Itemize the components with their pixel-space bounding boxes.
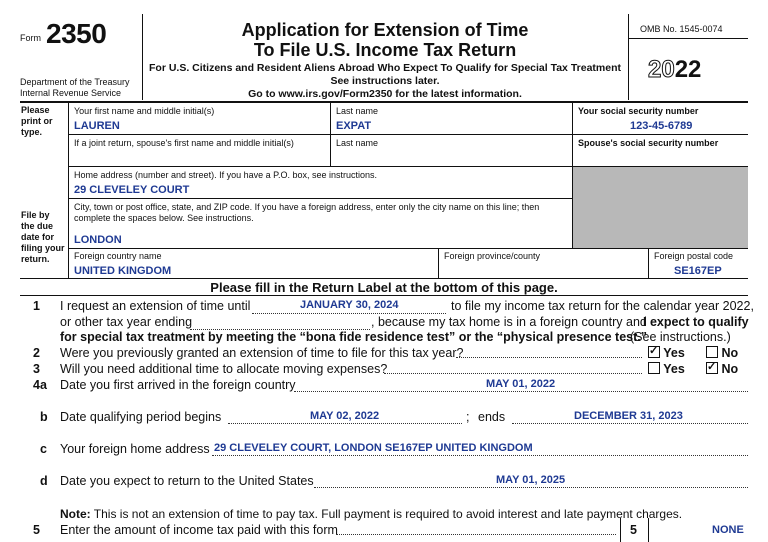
line3-leader xyxy=(384,373,642,374)
line3-no-checkbox[interactable] xyxy=(706,362,718,374)
city-label: City, town or post office, state, and ZIP code. If you have a foreign address, enter only the city name on this line; then complete the spaces below. See instructions. xyxy=(74,202,540,223)
line2-no-option[interactable] xyxy=(706,346,738,360)
line3-number: 3 xyxy=(33,362,40,376)
line2-yes-checkbox[interactable] xyxy=(648,346,660,358)
foreign-province-label: Foreign province/county xyxy=(444,251,541,261)
line4a-text: Date you first arrived in the foreign country xyxy=(60,378,296,392)
foreign-postal-label: Foreign postal code xyxy=(654,251,734,261)
line2-yes-label: Yes xyxy=(663,346,685,360)
last-name-field[interactable]: EXPAT xyxy=(336,120,372,132)
foreign-country-field[interactable]: UNITED KINGDOM xyxy=(74,265,172,277)
please-print-label: Please print or type. xyxy=(21,105,53,137)
form-label: Form xyxy=(20,33,41,43)
line1-text-c: or other tax year ending xyxy=(60,315,193,329)
row3-bottom-rule xyxy=(68,198,572,199)
spouse-name-label: If a joint return, spouse's first name and middle initial(s) xyxy=(74,138,294,148)
header-bottom-rule xyxy=(20,101,748,103)
line4b-begin-underline xyxy=(228,423,462,424)
line5-box-number: 5 xyxy=(630,523,637,537)
line2-leader xyxy=(456,357,642,358)
line3-yes-checkbox[interactable] xyxy=(648,362,660,374)
gray-shaded-box xyxy=(573,167,748,248)
line1-date-underline xyxy=(252,313,446,314)
city-field[interactable]: LONDON xyxy=(74,234,122,246)
line5-box-divider xyxy=(648,518,649,542)
line4b-end-date-field[interactable]: DECEMBER 31, 2023 xyxy=(574,410,683,422)
line3-no-option[interactable] xyxy=(706,362,738,376)
line1-text-b: to file my income tax return for the calendar year 2022, xyxy=(451,299,754,313)
first-name-field[interactable]: LAUREN xyxy=(74,120,120,132)
line4d-underline xyxy=(314,487,748,488)
return-label-notice: Please fill in the Return Label at the bottom of this page. xyxy=(210,280,558,295)
form-number: 2350 xyxy=(46,18,107,49)
line5-amount-field[interactable]: NONE xyxy=(712,524,744,536)
header-divider-right xyxy=(628,14,629,100)
home-address-label: Home address (number and street). If you have a P.O. box, see instructions. xyxy=(74,170,377,180)
dept-line1: Department of the Treasury xyxy=(20,77,130,87)
line5-number: 5 xyxy=(33,523,40,537)
form-title-line1: Application for Extension of Time xyxy=(241,20,529,40)
payment-note xyxy=(60,507,682,521)
last-name-label: Last name xyxy=(336,106,379,116)
line4a-underline xyxy=(294,391,748,392)
notice-bottom-rule xyxy=(20,295,748,296)
spouse-last-name-label: Last name xyxy=(336,138,379,148)
file-by-label: File by the due date for filing your return. xyxy=(21,210,65,264)
line3-yes-label: Yes xyxy=(663,362,685,376)
line4d-number: d xyxy=(40,474,48,488)
country-province-divider xyxy=(438,248,439,278)
line4c-text: Your foreign home address xyxy=(60,442,210,456)
line4a-number: 4a xyxy=(33,378,47,392)
line2-yes-option[interactable] xyxy=(648,346,685,360)
line1-text-e: I expect to qualify xyxy=(643,315,749,329)
tax-year-outline: 20 xyxy=(648,56,675,83)
line2-number: 2 xyxy=(33,346,40,360)
line4b-begin-date-field[interactable]: MAY 02, 2022 xyxy=(310,410,380,422)
omb-number: OMB No. 1545-0074 xyxy=(640,24,723,34)
payment-note-text: This is not an extension of time to pay tax. Full payment is required to avoid interest and late payment charges. xyxy=(93,507,683,521)
row1-bottom-rule xyxy=(68,134,748,135)
line1-text-f: for special tax treatment by meeting the “bona fide residence test” or the “physical presence test.” xyxy=(60,330,647,344)
row4-bottom-rule xyxy=(68,248,748,249)
ssn-label: Your social security number xyxy=(578,106,699,116)
foreign-country-label: Foreign country name xyxy=(74,251,162,261)
line4b-text: Date qualifying period begins xyxy=(60,410,222,424)
first-name-label: Your first name and middle initial(s) xyxy=(74,106,215,116)
line4b-number: b xyxy=(40,410,48,424)
tax-year xyxy=(648,56,701,84)
address-block-bottom-rule xyxy=(20,278,748,279)
omb-divider xyxy=(628,38,748,39)
line2-no-label: No xyxy=(721,346,739,360)
line3-no-label: No xyxy=(721,362,739,376)
line4b-separator: ; xyxy=(466,410,470,424)
line4d-text: Date you expect to return to the United States xyxy=(60,474,314,488)
form-instr2: Go to www.irs.gov/Form2350 for the latest information. xyxy=(248,88,522,100)
spouse-ssn-label: Spouse's social security number xyxy=(578,138,719,148)
tax-year-bold: 22 xyxy=(674,56,702,83)
province-postal-divider xyxy=(648,248,649,278)
line1-text-d: , because my tax home is in a foreign country and xyxy=(371,315,647,329)
line5-text: Enter the amount of income tax paid with this form xyxy=(60,523,338,537)
dept-line2: Internal Revenue Service xyxy=(20,88,122,98)
name-block-left-border xyxy=(68,102,69,278)
line3-text: Will you need additional time to allocate moving expenses? xyxy=(60,362,388,376)
line1-extension-date-field[interactable]: JANUARY 30, 2024 xyxy=(300,299,399,311)
line4d-return-date-field[interactable]: MAY 01, 2025 xyxy=(496,474,566,486)
form-instr1: See instructions later. xyxy=(330,75,440,87)
home-address-field[interactable]: 29 CLEVELEY COURT xyxy=(74,184,190,196)
line5-leader xyxy=(336,534,616,535)
line4b-end-underline xyxy=(512,423,748,424)
line4b-ends-label: ends xyxy=(478,410,506,424)
line1-text-a: I request an extension of time until xyxy=(60,299,251,313)
ssn-field[interactable]: 123-45-6789 xyxy=(630,120,693,132)
line1-text-g: (See instructions.) xyxy=(630,330,731,344)
line4c-foreign-address-field[interactable]: 29 CLEVELEY COURT, LONDON SE167EP UNITED KINGDOM xyxy=(214,442,533,454)
line5-box-left-border xyxy=(620,518,621,542)
payment-note-label: Note: xyxy=(60,507,91,521)
line2-no-checkbox[interactable] xyxy=(706,346,718,358)
line2-text: Were you previously granted an extension of time to file for this tax year? xyxy=(60,346,464,360)
line4c-number: c xyxy=(40,442,47,456)
line4c-underline xyxy=(212,455,748,456)
form-title-line2: To File U.S. Income Tax Return xyxy=(253,40,517,60)
line1-number: 1 xyxy=(33,299,40,313)
form-subtitle: For U.S. Citizens and Resident Aliens Abroad Who Expect To Qualify for Special Tax Treatment xyxy=(149,62,621,74)
line4a-arrival-date-field[interactable]: MAY 01, 2022 xyxy=(486,378,556,390)
line3-yes-option[interactable] xyxy=(648,362,685,376)
foreign-postal-field[interactable]: SE167EP xyxy=(674,265,722,277)
